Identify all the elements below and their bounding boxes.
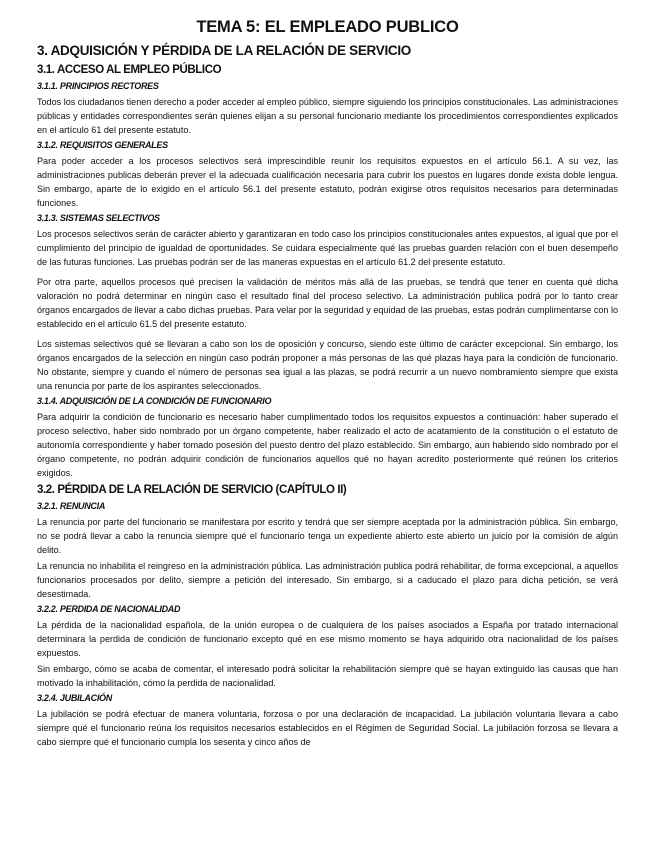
section-3-1-1-paragraph-1: Todos los ciudadanos tienen derecho a poder acceder al empleo público, siempre siguiendo los principios constitucionales. Las administraciones públicas y entidades correspondientes serán quienes elijan a su personal funcionario mediante los procedimientos correspondientes explicados en el artículo 61 del presente estatuto. (37, 97, 618, 135)
section-3-heading: 3. ADQUISICIÓN Y PÉRDIDA DE LA RELACIÓN DE SERVICIO (37, 43, 412, 58)
section-3-1-3-heading: 3.1.3. SISTEMAS SELECTIVOS (37, 213, 160, 223)
section-3-2-1-heading: 3.2.1. RENUNCIA (37, 501, 106, 511)
section-3-1-2-heading: 3.1.2. REQUISITOS GENERALES (37, 140, 168, 150)
section-3-1-heading: 3.1. ACCESO AL EMPLEO PÚBLICO (37, 64, 222, 76)
section-3-1-1-heading: 3.1.1. PRINCIPIOS RECTORES (37, 81, 159, 91)
section-3-1-3-paragraph-2: Por otra parte, aquellos procesos qué precisen la validación de méritos más allá de las pruebas, se tendrá que tener en cuenta qué dicha valoración no podrá determinar en ningún caso el resultado final del proceso selectivo. La administración publica podrá por lo tanto crear órganos encargados de llevar a cabo dichas pruebas. Para velar por la seguridad y equidad de las pruebas, estas podrán cumplimentarse con lo establecido en el artículo 61.5 del presente estatuto. (37, 277, 618, 329)
section-3-2-2-heading: 3.2.2. PERDIDA DE NACIONALIDAD (37, 604, 181, 614)
section-3-2-4-heading: 3.2.4. JUBILACIÓN (37, 693, 112, 703)
section-3-2-1-paragraph-2: La renuncia no inhabilita el reingreso en la administración pública. Las administración publica podrá rehabilitar, de forma excepcional, a aquellos funcionarios procesados por delito, siempre a petición del interesado. Sin embargo, si a caducado el plazo para dicha petición, se verá desestimada. (37, 561, 618, 599)
section-3-1-4-heading: 3.1.4. ADQUISICIÓN DE LA CONDICIÓN DE FUNCIONARIO (37, 396, 272, 406)
section-3-2-2-paragraph-1: La pérdida de la nacionalidad española, de la unión europea o de cualquiera de los países asociados a España por tratado internacional determinara la perdida de condición de funcionario excepto qué en ese mismo momento se haya adquirido otra nacionalidad de los países expuestos. (37, 620, 618, 658)
section-3-2-2-paragraph-2: Sin embargo, cómo se acaba de comentar, el interesado podrá solicitar la rehabilitación siempre qué se hayan extinguido las causas que han motivado la inhabilitación, cómo la perdida de nacionalidad. (37, 664, 618, 688)
section-3-1-3-paragraph-3: Los sistemas selectivos qué se llevaran a cabo son los de oposición y concurso, siendo este último de carácter excepcional. Sin embargo, los órganos encargados de la selección en ningún caso podrán proponer a más personas de las qué plazas haya para la condición de funcionario. No obstante, siempre y cuando el número de personas sea igual a las plazas, se podrá recurrir a un nuevo nombramiento siempre que exista una renuncia por parte de los aspirantes seleccionados. (37, 339, 618, 391)
page-title: TEMA 5: EL EMPLEADO PUBLICO (196, 18, 459, 36)
section-3-2-1-paragraph-1: La renuncia por parte del funcionario se manifestara por escrito y tendrá que ser siempre aceptada por la administración pública. Sin embargo, no se podrá llevar a cabo la renuncia siempre qué el funcionario tenga un expediente abierto este abierto un juicio por la comisión de algún delito. (37, 517, 618, 555)
section-3-2-4-paragraph-1: La jubilación se podrá efectuar de manera voluntaria, forzosa o por una declaración de incapacidad. La jubilación voluntaria llevara a cabo siempre qué el funcionario reúna los requisitos necesarios establecidos en el Régimen de Seguridad Social. La jubilación forzosa se llevara a cabo siempre qué el funcionario cumpla los sesenta y cinco años de (37, 709, 618, 747)
section-3-1-4-paragraph-1: Para adquirir la condición de funcionario es necesario haber cumplimentado todos los requisitos expuestos a continuación: haber superado el proceso selectivo, haber sido nombrado por un órgano competente, haber realizado el acto de acatamiento de la constitución o el estatuto de autonomía correspondiente y haber tomado posesión del puesto dentro del plazo establecido. Sin embargo, aun habiendo sido nombrado por el órgano competente, no podrán adquirir condición de funcionarios aquellos qué no hayan acredito posteriormente qué reúnen los criterios exigidos. (37, 412, 618, 478)
section-3-1-2-paragraph-1: Para poder acceder a los procesos selectivos será imprescindible reunir los requisitos expuestos en el artículo 56.1. A su vez, las administraciones publicas deberán prever el la adecuada cualificación necesaria para cubrir los puestos en lugares donde exista doble lengua. Sin embargo, aparte de lo exigido en el artículo 56.1 del presente estatuto, podrán exigirse otros requisitos necesarios para determinadas funciones. (37, 156, 618, 208)
section-3-2-heading: 3.2. PÉRDIDA DE LA RELACIÓN DE SERVICIO (CAPÍTULO II) (37, 484, 347, 496)
section-3-1-3-paragraph-1: Los procesos selectivos serán de carácter abierto y garantizaran en todo caso los principios constitucionales antes expuestos, al igual que por el cumplimiento del principio de igualdad de oportunidades. Se cuidara especialmente qué las pruebas guarden relación con el buen desempeño de las futuras funciones. Las pruebas podrán ser de las maneras expuestas en el artículo 61.2 del presente estatuto. (37, 229, 618, 267)
